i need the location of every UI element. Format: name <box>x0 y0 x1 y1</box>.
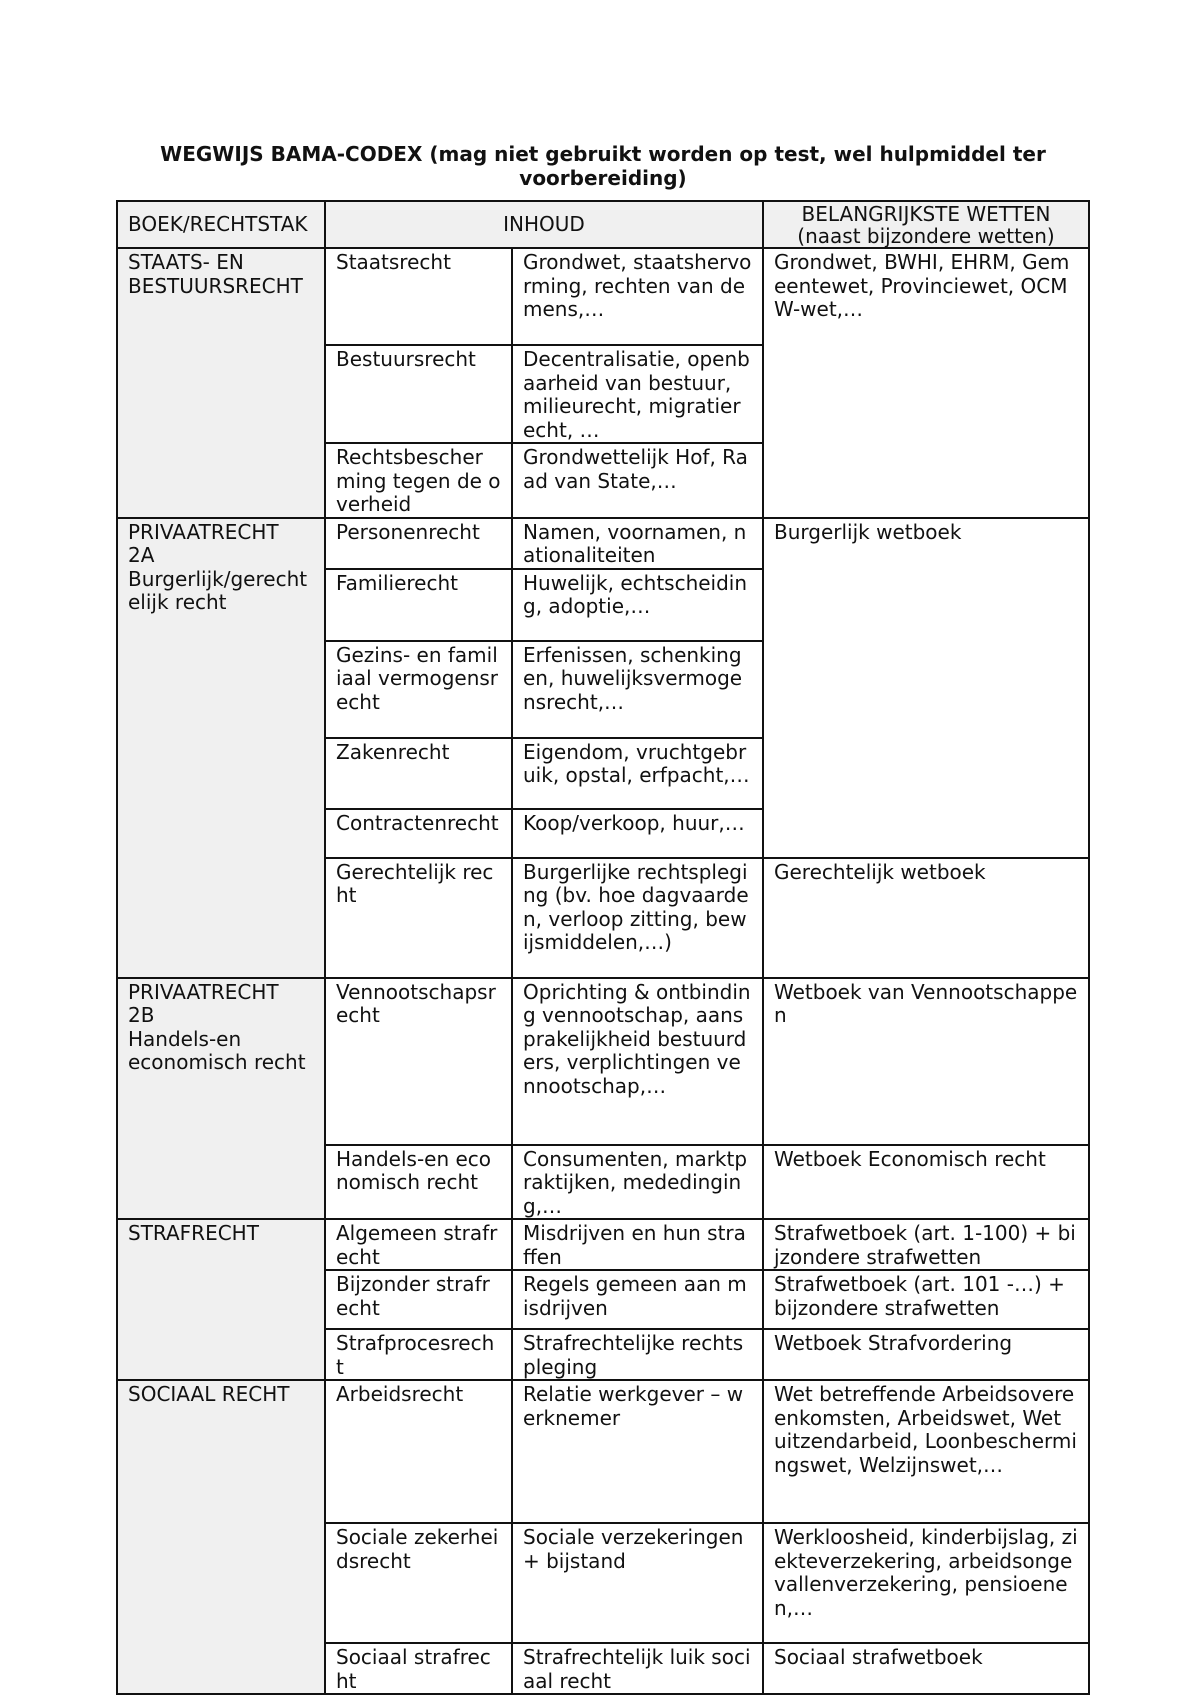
branch-line: STRAFRECHT <box>128 1221 259 1245</box>
branch-line: 2B <box>128 1003 155 1027</box>
branch-line: Burgerlijk/gerechtelijk recht <box>128 566 308 614</box>
branch-line: Handels-en <box>128 1026 242 1051</box>
content-cell: Oprichting & ontbinding vennootschap, aansprakelijkheid bestuurders, verplichtingen vennootschap,… <box>512 978 763 1145</box>
laws-cell: Burgerlijk wetboek <box>763 518 1089 858</box>
branch-line: SOCIAAL RECHT <box>128 1382 290 1406</box>
content-cell: Koop/verkoop, huur,… <box>512 809 763 858</box>
subject-cell: Sociale zekerheidsrecht <box>325 1523 512 1643</box>
content-cell: Erfenissen, schenkingen, huwelijksvermogensrecht,… <box>512 641 763 738</box>
subject-cell: Staatsrecht <box>325 248 512 345</box>
table-row <box>117 1219 1089 1270</box>
table-row <box>117 248 1089 345</box>
laws-cell: Wetboek van Vennootschappen <box>763 978 1089 1145</box>
subject-cell: Strafprocesrecht <box>325 1329 512 1380</box>
content-cell: Misdrijven en hun straffen <box>512 1219 763 1270</box>
subject-cell: Contractenrecht <box>325 809 512 858</box>
subject-cell: Familierecht <box>325 569 512 641</box>
branch-cell-privaat-2b <box>117 978 325 1220</box>
content-cell: Relatie werkgever – werknemer <box>512 1380 763 1523</box>
subject-cell: Vennootschapsrecht <box>325 978 512 1145</box>
document-title: WEGWIJS BAMA-CODEX (mag niet gebruikt worden op test, wel hulpmiddel ter voorbereiding) <box>160 142 1046 190</box>
laws-cell: Strafwetboek (art. 101 -…) + bijzondere strafwetten <box>763 1270 1089 1329</box>
content-cell: Consumenten, marktpraktijken, mededinging,… <box>512 1145 763 1220</box>
content-cell: Huwelijk, echtscheiding, adoptie,… <box>512 569 763 641</box>
branch-cell-strafrecht <box>117 1219 325 1380</box>
subject-cell: Handels-en economisch recht <box>325 1145 512 1220</box>
laws-cell: Wetboek Economisch recht <box>763 1145 1089 1220</box>
content-cell: Eigendom, vruchtgebruik, opstal, erfpacht,… <box>512 738 763 809</box>
branch-line: PRIVAATRECHT <box>128 979 279 1004</box>
laws-cell: Wet betreffende Arbeidsovereenkomsten, Arbeidswet, Wet uitzendarbeid, Loonbeschermingswet, Welzijnswet,… <box>763 1380 1089 1523</box>
laws-cell: Sociaal strafwetboek <box>763 1643 1089 1694</box>
subject-cell: Rechtsbescherming tegen de overheid <box>325 443 512 518</box>
laws-cell: Grondwet, BWHI, EHRM, Gemeentewet, Provinciewet, OCMW-wet,… <box>763 248 1089 518</box>
header-branch: BOEK/RECHTSTAK <box>117 201 325 248</box>
branch-line: PRIVAATRECHT <box>128 519 279 544</box>
subject-cell: Personenrecht <box>325 518 512 569</box>
branch-line: BESTUURSRECHT <box>128 273 303 298</box>
subject-cell: Bijzonder strafrecht <box>325 1270 512 1329</box>
branch-cell-staats <box>117 248 325 518</box>
subject-cell: Bestuursrecht <box>325 345 512 443</box>
subject-cell: Gerechtelijk recht <box>325 858 512 978</box>
content-cell: Namen, voornamen, nationaliteiten <box>512 518 763 569</box>
content-cell: Decentralisatie, openbaarheid van bestuur, milieurecht, migratierecht, … <box>512 345 763 443</box>
table-row <box>117 978 1089 1145</box>
header-laws-line1: BELANGRIJKSTE WETTEN <box>801 201 1051 226</box>
content-cell: Strafrechtelijke rechtspleging <box>512 1329 763 1380</box>
content-cell: Burgerlijke rechtspleging (bv. hoe dagvaarden, verloop zitting, bewijsmiddelen,…) <box>512 858 763 978</box>
table-row <box>117 518 1089 569</box>
laws-cell: Strafwetboek (art. 1-100) + bijzondere strafwetten <box>763 1219 1089 1270</box>
codex-table <box>116 200 1090 1695</box>
branch-cell-sociaal <box>117 1380 325 1694</box>
header-laws-line2: (naast bijzondere wetten) <box>797 223 1055 248</box>
content-cell: Strafrechtelijk luik sociaal recht <box>512 1643 763 1694</box>
content-cell: Grondwettelijk Hof, Raad van State,… <box>512 443 763 518</box>
table-row <box>117 1380 1089 1523</box>
header-content: INHOUD <box>325 201 763 248</box>
subject-cell: Gezins- en familiaal vermogensrecht <box>325 641 512 738</box>
content-cell: Regels gemeen aan misdrijven <box>512 1270 763 1329</box>
content-cell: Sociale verzekeringen + bijstand <box>512 1523 763 1643</box>
branch-line: STAATS- EN <box>128 250 244 274</box>
branch-line: 2A <box>128 543 155 567</box>
branch-cell-privaat-2a <box>117 518 325 978</box>
content-cell: Grondwet, staatshervorming, rechten van de mens,… <box>512 248 763 345</box>
header-laws <box>763 201 1089 248</box>
laws-cell: Wetboek Strafvordering <box>763 1329 1089 1380</box>
laws-cell: Gerechtelijk wetboek <box>763 858 1089 978</box>
table-header-row <box>117 201 1089 248</box>
subject-cell: Sociaal strafrecht <box>325 1643 512 1694</box>
subject-cell: Zakenrecht <box>325 738 512 809</box>
laws-cell: Werkloosheid, kinderbijslag, ziekteverzekering, arbeidsongevallenverzekering, pensioenen,… <box>763 1523 1089 1643</box>
subject-cell: Algemeen strafrecht <box>325 1219 512 1270</box>
branch-line: economisch recht <box>128 1050 306 1074</box>
subject-cell: Arbeidsrecht <box>325 1380 512 1523</box>
